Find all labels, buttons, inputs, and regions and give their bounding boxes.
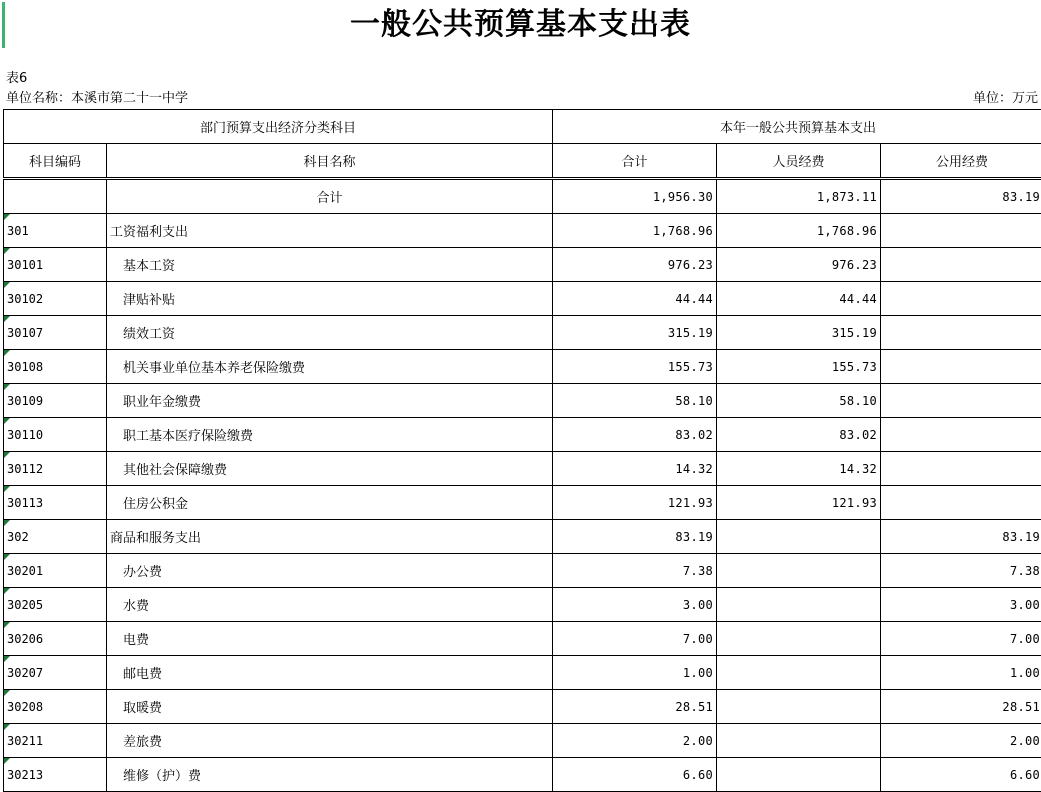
unit-name: 单位名称：本溪市第二十一中学 bbox=[6, 91, 188, 107]
row-name[interactable]: 机关事业单位基本养老保险缴费 bbox=[107, 350, 553, 384]
row-total[interactable]: 1.00 bbox=[553, 656, 717, 690]
table-row bbox=[4, 724, 1041, 758]
row-name[interactable]: 维修（护）费 bbox=[107, 758, 553, 792]
row-public[interactable] bbox=[881, 248, 1041, 282]
row-code[interactable]: 30108 bbox=[4, 350, 107, 384]
total-personnel[interactable]: 1,873.11 bbox=[717, 179, 881, 214]
table-row bbox=[4, 316, 1041, 350]
row-public[interactable] bbox=[881, 282, 1041, 316]
table-number: 表6 bbox=[6, 71, 27, 87]
table-row bbox=[4, 452, 1041, 486]
row-name[interactable]: 取暖费 bbox=[107, 690, 553, 724]
row-name[interactable]: 其他社会保障缴费 bbox=[107, 452, 553, 486]
row-public[interactable] bbox=[881, 384, 1041, 418]
row-name[interactable]: 住房公积金 bbox=[107, 486, 553, 520]
row-code[interactable]: 30207 bbox=[4, 656, 107, 690]
header-code: 科目编码 bbox=[4, 144, 107, 179]
row-code[interactable]: 301 bbox=[4, 214, 107, 248]
table-row bbox=[4, 520, 1041, 554]
table-row bbox=[4, 758, 1041, 792]
row-name[interactable]: 邮电费 bbox=[107, 656, 553, 690]
total-public[interactable]: 83.19 bbox=[881, 179, 1041, 214]
row-code[interactable]: 30208 bbox=[4, 690, 107, 724]
row-personnel[interactable] bbox=[717, 520, 881, 554]
row-code[interactable]: 30101 bbox=[4, 248, 107, 282]
table-row bbox=[4, 588, 1041, 622]
table-row bbox=[4, 418, 1041, 452]
row-code[interactable]: 30102 bbox=[4, 282, 107, 316]
row-name[interactable]: 差旅费 bbox=[107, 724, 553, 758]
row-personnel[interactable]: 1,768.96 bbox=[717, 214, 881, 248]
total-row bbox=[4, 179, 1041, 214]
row-total[interactable]: 155.73 bbox=[553, 350, 717, 384]
table-row bbox=[4, 656, 1041, 690]
row-public[interactable] bbox=[881, 316, 1041, 350]
row-total[interactable]: 3.00 bbox=[553, 588, 717, 622]
row-public[interactable]: 6.60 bbox=[881, 758, 1041, 792]
row-personnel[interactable] bbox=[717, 622, 881, 656]
row-public[interactable]: 3.00 bbox=[881, 588, 1041, 622]
total-sum[interactable]: 1,956.30 bbox=[553, 179, 717, 214]
row-total[interactable]: 315.19 bbox=[553, 316, 717, 350]
row-personnel[interactable]: 14.32 bbox=[717, 452, 881, 486]
row-public[interactable]: 7.38 bbox=[881, 554, 1041, 588]
header-personnel: 人员经费 bbox=[717, 144, 881, 179]
row-personnel[interactable]: 44.44 bbox=[717, 282, 881, 316]
row-name[interactable]: 职业年金缴费 bbox=[107, 384, 553, 418]
row-personnel[interactable]: 155.73 bbox=[717, 350, 881, 384]
total-code-cell[interactable] bbox=[4, 179, 107, 214]
row-name[interactable]: 绩效工资 bbox=[107, 316, 553, 350]
table-row bbox=[4, 282, 1041, 316]
currency-unit: 单位：万元 bbox=[973, 91, 1038, 107]
row-code[interactable]: 30112 bbox=[4, 452, 107, 486]
row-total[interactable]: 976.23 bbox=[553, 248, 717, 282]
row-total[interactable]: 83.02 bbox=[553, 418, 717, 452]
row-name[interactable]: 商品和服务支出 bbox=[107, 520, 553, 554]
row-personnel[interactable] bbox=[717, 758, 881, 792]
row-personnel[interactable]: 976.23 bbox=[717, 248, 881, 282]
row-name[interactable]: 水费 bbox=[107, 588, 553, 622]
row-code[interactable]: 30107 bbox=[4, 316, 107, 350]
row-total[interactable]: 1,768.96 bbox=[553, 214, 717, 248]
row-personnel[interactable]: 58.10 bbox=[717, 384, 881, 418]
header-total: 合计 bbox=[553, 144, 717, 179]
row-public[interactable]: 1.00 bbox=[881, 656, 1041, 690]
row-name[interactable]: 基本工资 bbox=[107, 248, 553, 282]
row-personnel[interactable] bbox=[717, 690, 881, 724]
row-total[interactable]: 7.38 bbox=[553, 554, 717, 588]
row-personnel[interactable]: 315.19 bbox=[717, 316, 881, 350]
row-total[interactable]: 44.44 bbox=[553, 282, 717, 316]
row-personnel[interactable] bbox=[717, 588, 881, 622]
row-personnel[interactable] bbox=[717, 554, 881, 588]
page-title: 一般公共预算基本支出表 bbox=[0, 2, 1041, 48]
header-public: 公用经费 bbox=[881, 144, 1041, 179]
header-group-classification: 部门预算支出经济分类科目 bbox=[4, 110, 553, 144]
row-code[interactable]: 30110 bbox=[4, 418, 107, 452]
row-name[interactable]: 电费 bbox=[107, 622, 553, 656]
table-row bbox=[4, 214, 1041, 248]
row-total[interactable]: 121.93 bbox=[553, 486, 717, 520]
row-name[interactable]: 津贴补贴 bbox=[107, 282, 553, 316]
row-code[interactable]: 30206 bbox=[4, 622, 107, 656]
table-row bbox=[4, 248, 1041, 282]
row-public[interactable] bbox=[881, 418, 1041, 452]
row-total[interactable]: 7.00 bbox=[553, 622, 717, 656]
row-public[interactable]: 28.51 bbox=[881, 690, 1041, 724]
row-code[interactable]: 30201 bbox=[4, 554, 107, 588]
header-name: 科目名称 bbox=[107, 144, 553, 179]
row-personnel[interactable]: 83.02 bbox=[717, 418, 881, 452]
total-label[interactable]: 合计 bbox=[107, 179, 553, 214]
row-public[interactable]: 2.00 bbox=[881, 724, 1041, 758]
row-personnel[interactable] bbox=[717, 656, 881, 690]
row-personnel[interactable] bbox=[717, 724, 881, 758]
row-name[interactable]: 职工基本医疗保险缴费 bbox=[107, 418, 553, 452]
row-name[interactable]: 办公费 bbox=[107, 554, 553, 588]
header-group-expenditure: 本年一般公共预算基本支出 bbox=[553, 110, 1041, 144]
table-row bbox=[4, 690, 1041, 724]
table-row bbox=[4, 622, 1041, 656]
row-total[interactable]: 6.60 bbox=[553, 758, 717, 792]
budget-table bbox=[3, 109, 1041, 792]
row-code[interactable]: 30213 bbox=[4, 758, 107, 792]
table-row bbox=[4, 350, 1041, 384]
row-code[interactable]: 30113 bbox=[4, 486, 107, 520]
row-total[interactable]: 83.19 bbox=[553, 520, 717, 554]
row-name[interactable]: 工资福利支出 bbox=[107, 214, 553, 248]
row-total[interactable]: 58.10 bbox=[553, 384, 717, 418]
row-code[interactable]: 30109 bbox=[4, 384, 107, 418]
row-public[interactable] bbox=[881, 214, 1041, 248]
row-personnel[interactable]: 121.93 bbox=[717, 486, 881, 520]
row-public[interactable]: 7.00 bbox=[881, 622, 1041, 656]
row-code[interactable]: 302 bbox=[4, 520, 107, 554]
table-row bbox=[4, 554, 1041, 588]
row-code[interactable]: 30211 bbox=[4, 724, 107, 758]
row-total[interactable]: 14.32 bbox=[553, 452, 717, 486]
table-row bbox=[4, 486, 1041, 520]
row-total[interactable]: 2.00 bbox=[553, 724, 717, 758]
table-row bbox=[4, 384, 1041, 418]
row-total[interactable]: 28.51 bbox=[553, 690, 717, 724]
row-public[interactable]: 83.19 bbox=[881, 520, 1041, 554]
row-public[interactable] bbox=[881, 486, 1041, 520]
row-code[interactable]: 30205 bbox=[4, 588, 107, 622]
row-public[interactable] bbox=[881, 350, 1041, 384]
row-public[interactable] bbox=[881, 452, 1041, 486]
